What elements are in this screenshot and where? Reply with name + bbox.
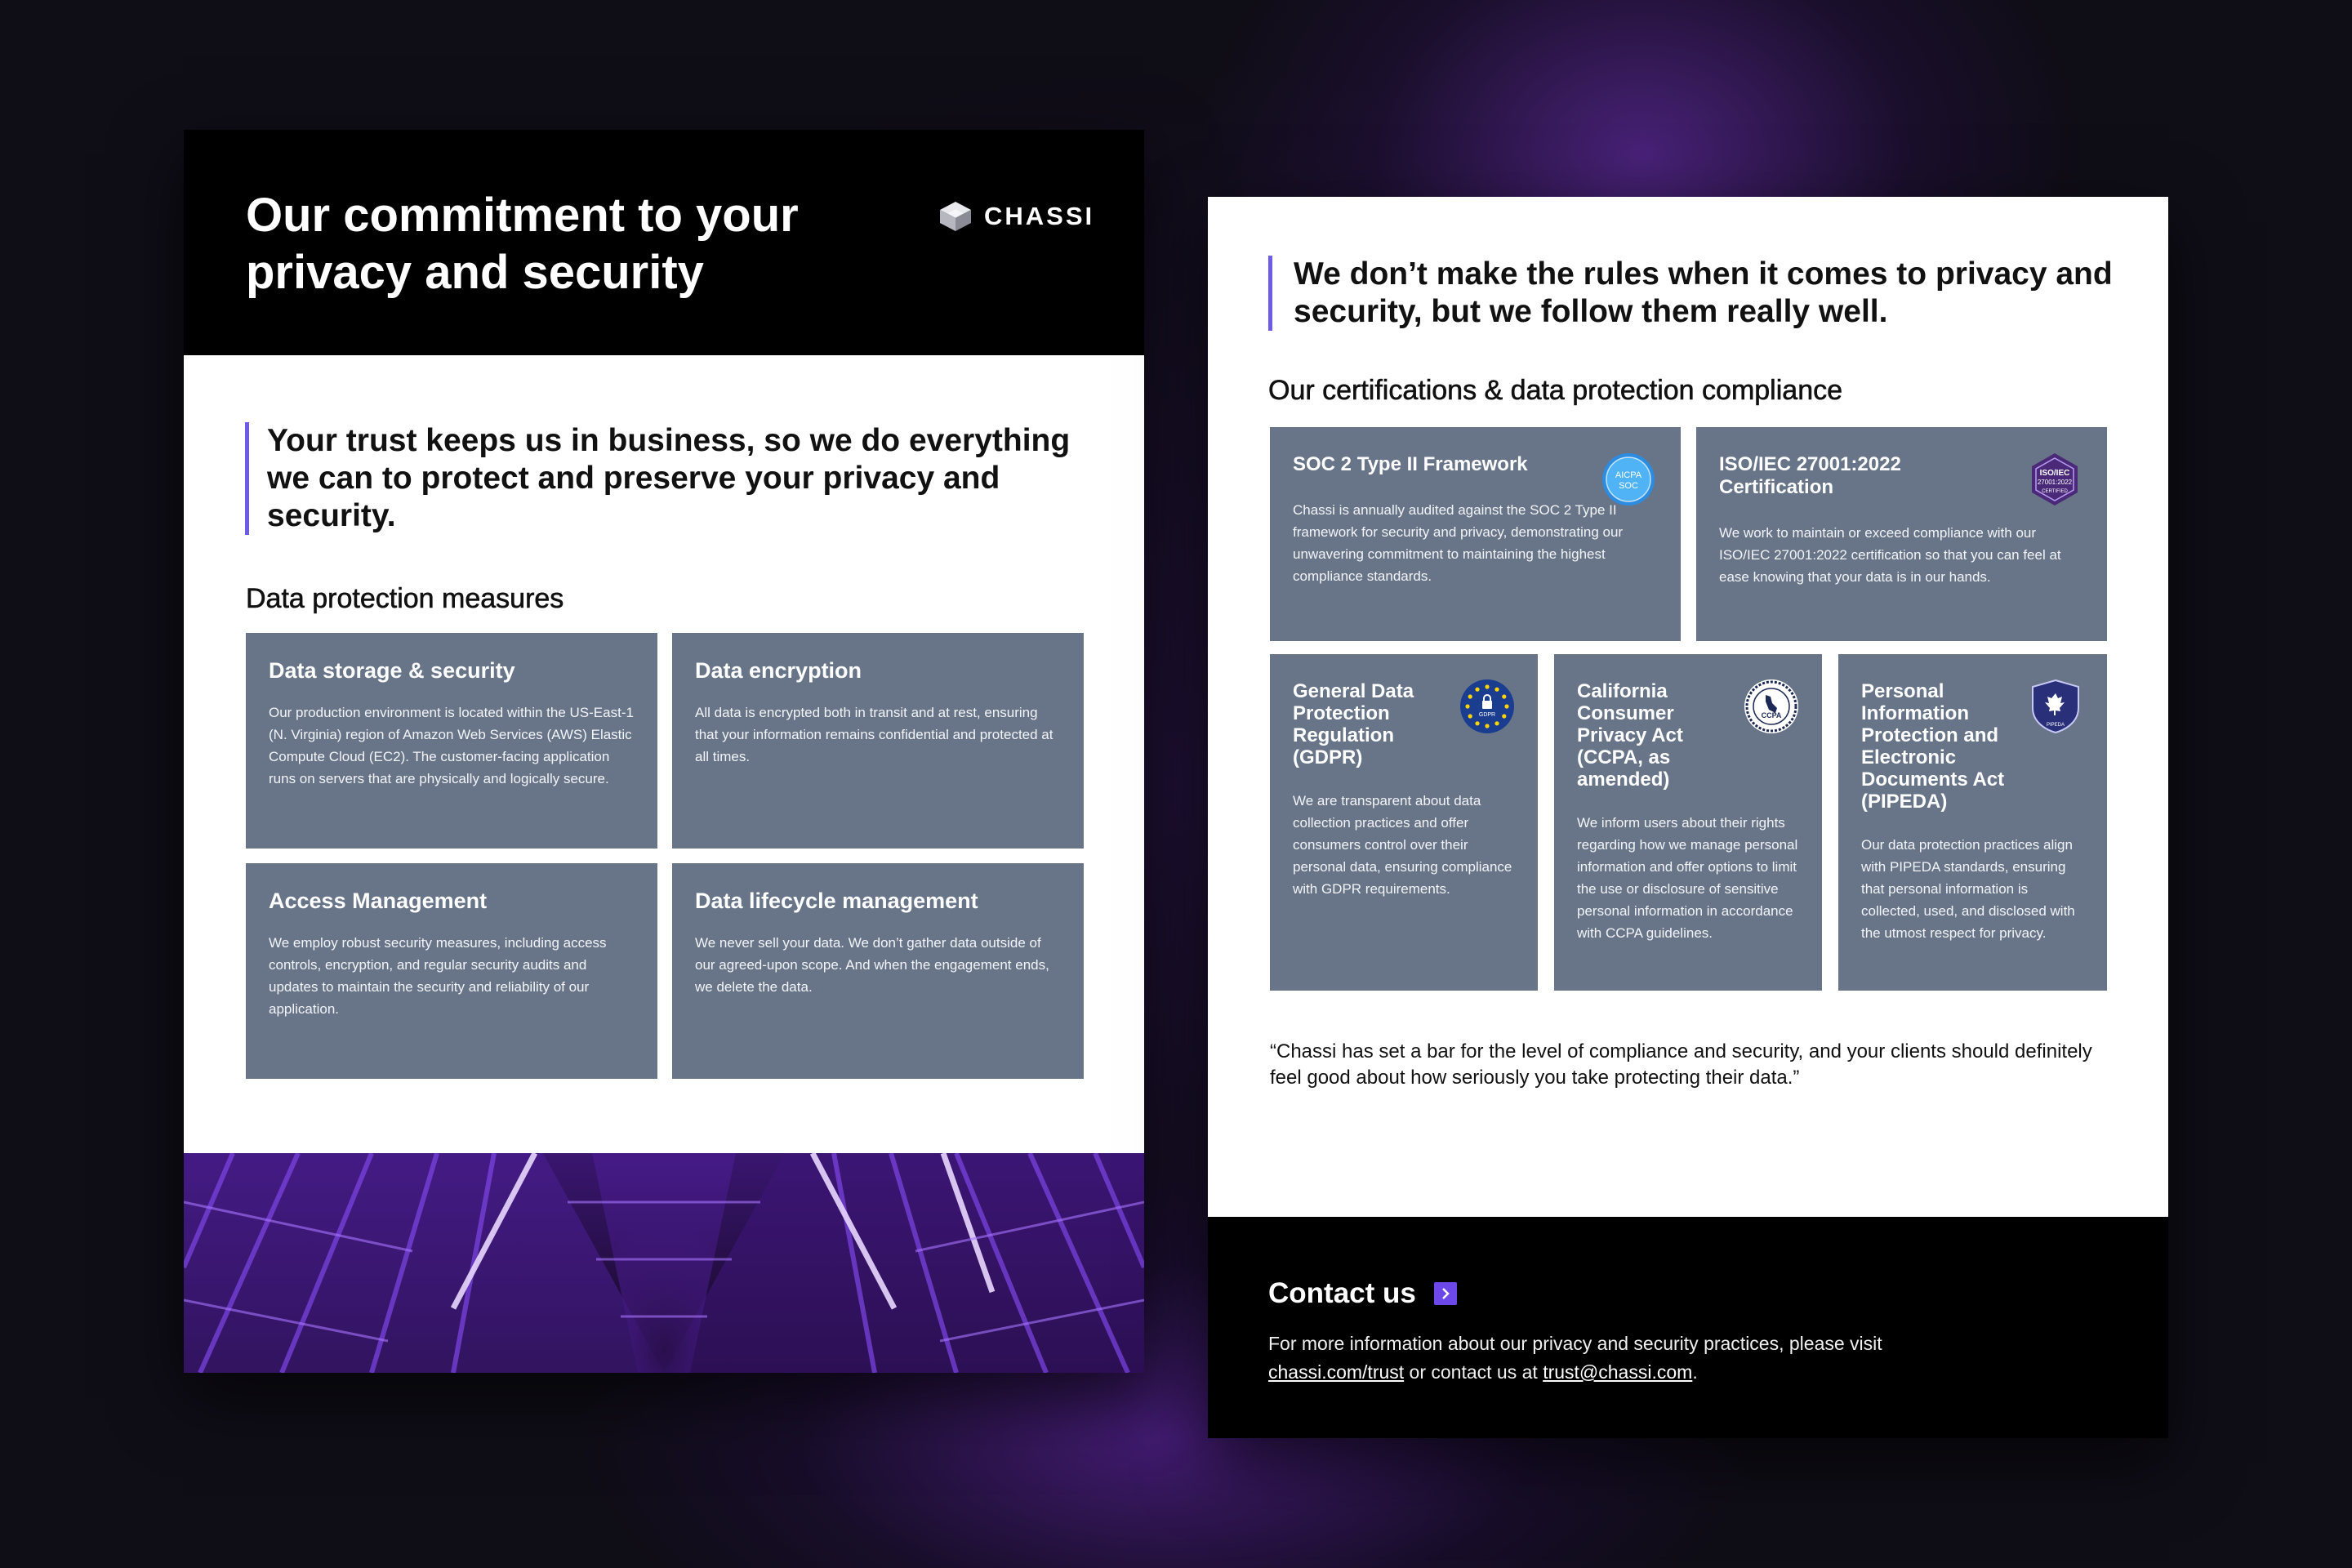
cert-card-soc2: [1270, 427, 1681, 641]
badge-text: ISO/IEC: [2039, 469, 2070, 478]
cert-body: Our data protection practices align with PIPEDA standards, ensuring that personal information is collected, used, and disclosed with the utmost respect for privacy.: [1861, 837, 2075, 941]
cert-title: General Data Protection Regulation (GDPR): [1293, 680, 1414, 768]
pipeda-maple-leaf-shield-icon: [2028, 679, 2083, 734]
cert-title: Personal Information Protection and Electronic Documents Act (PIPEDA): [1861, 680, 2005, 813]
cert-card-pipeda: [1838, 654, 2107, 991]
page1-header: [184, 130, 1144, 355]
chevron-right-icon[interactable]: [1434, 1282, 1457, 1305]
cert-title: SOC 2 Type II Framework: [1293, 453, 1528, 475]
cert-card-gdpr: [1270, 654, 1538, 991]
iso-certified-badge-icon: [2027, 452, 2082, 507]
cert-body: We are transparent about data collection practices and offer consumers control over their personal data, ensuring compliance with GDPR requirements.: [1293, 793, 1512, 897]
page1-lead-quote: Your trust keeps us in business, so we do everything we can to protect and preserve your privacy and security.: [245, 422, 1100, 535]
contact-text-middle: or contact us at: [1404, 1361, 1544, 1383]
cert-body: We work to maintain or exceed compliance with our ISO/IEC 27001:2022 certification so that you can feel at ease knowing that your data is in our hands.: [1719, 525, 2061, 585]
chassi-logo: [937, 198, 1094, 234]
badge-text: AICPA: [1615, 470, 1642, 480]
certifications-heading: Our certifications & data protection compliance: [1268, 375, 1843, 406]
badge-text: SOC: [1619, 481, 1638, 491]
card-title: Data storage & security: [269, 658, 515, 683]
badge-text: 27001:2022: [2037, 479, 2073, 486]
cert-body: We inform users about their rights regarding how we manage personal information and offer options to limit the use or disclosure of sensitive personal information in accordance with CCPA guidelines.: [1577, 815, 1798, 941]
badge-text: CERTIFIED: [2042, 489, 2068, 494]
cert-card-ccpa: [1554, 654, 1822, 991]
brochure-page-2: [1208, 197, 2168, 1438]
brochure-page-1: [184, 130, 1144, 1373]
contact-text-lead: For more information about our privacy and security practices, please visit: [1268, 1333, 1882, 1354]
badge-text: CCPA: [1761, 711, 1782, 719]
card-title: Access Management: [269, 889, 488, 913]
card-title: Data encryption: [695, 658, 862, 683]
data-protection-heading: Data protection measures: [246, 583, 564, 614]
card-body: Our production environment is located within the US-East-1 (N. Virginia) region of Amazon Web Services (AWS) Elastic Compute Cloud (EC2). The customer-facing application runs on servers that are physically and logically secure.: [269, 705, 634, 786]
card-data-storage: [246, 633, 657, 849]
contact-text-end: .: [1692, 1361, 1698, 1383]
card-data-lifecycle: [672, 863, 1084, 1079]
card-body: We employ robust security measures, including access controls, encryption, and regular security audits and updates to maintain the security and reliability of our application.: [269, 935, 607, 1017]
contact-title: Contact us: [1268, 1277, 1416, 1309]
chassi-logo-cube-icon: [937, 198, 974, 234]
logo-wordmark: CHASSI: [984, 202, 1095, 230]
aicpa-soc-badge-icon: [1601, 452, 1656, 507]
cert-title: California Consumer Privacy Act (CCPA, as amended): [1577, 680, 1683, 791]
gdpr-eu-stars-icon: [1459, 679, 1515, 734]
title-line-1: Our commitment to your: [246, 189, 799, 242]
contact-text: [1268, 1330, 2052, 1387]
badge-text: GDPR: [1478, 712, 1496, 718]
card-body: All data is encrypted both in transit and at rest, ensuring that your information remains confidential and protected at all times.: [695, 705, 1054, 764]
badge-text: PIPEDA: [2046, 723, 2065, 728]
trust-page-link[interactable]: chassi.com/trust: [1268, 1361, 1405, 1383]
card-access-management: [246, 863, 657, 1079]
card-title: Data lifecycle management: [695, 889, 978, 913]
cert-card-iso: [1696, 427, 2107, 641]
cert-title: ISO/IEC 27001:2022 Certification: [1719, 453, 1901, 498]
page2-lead-quote: We don’t make the rules when it comes to privacy and security, but we follow them really well.: [1268, 256, 2127, 331]
cert-body: Chassi is annually audited against the SOC 2 Type II framework for security and privacy, demonstrating our unwavering commitment to maintaining the highest compliance standards.: [1293, 502, 1624, 584]
trust-email-link[interactable]: trust@chassi.com: [1543, 1361, 1693, 1383]
contact-heading-row: [1268, 1277, 1457, 1310]
contact-footer: [1208, 1217, 2168, 1438]
purple-tunnel-image: [184, 1153, 1144, 1373]
card-data-encryption: [672, 633, 1084, 849]
ccpa-seal-icon: [1744, 679, 1799, 734]
title-line-2: privacy and security: [246, 246, 704, 299]
card-body: We never sell your data. We don’t gather data outside of our agreed-upon scope. And when the engagement ends, we delete the data.: [695, 935, 1049, 995]
customer-testimonial: “Chassi has set a bar for the level of compliance and security, and your clients should definitely feel good about how seriously you take protecting their data.”: [1270, 1040, 2092, 1089]
page1-title: [246, 187, 866, 301]
